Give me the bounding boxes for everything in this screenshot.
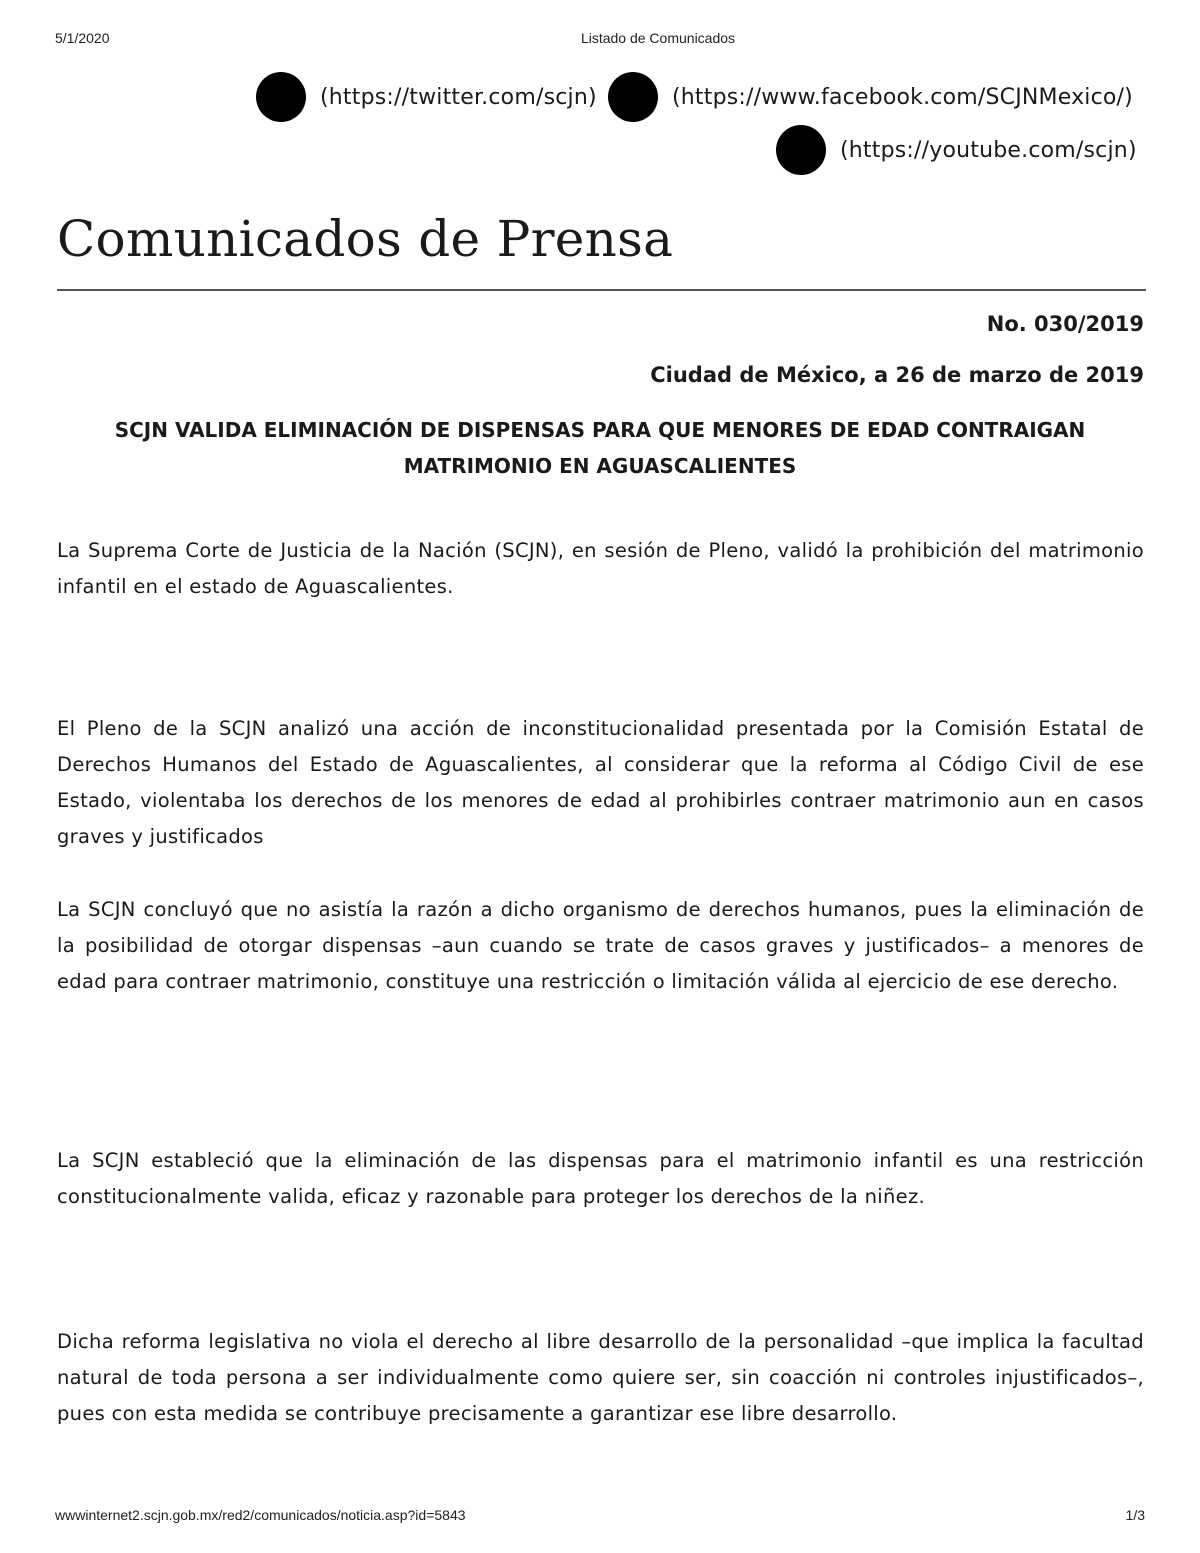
print-url: wwwinternet2.scjn.gob.mx/red2/comunicados/noticia.asp?id=5843: [55, 1507, 466, 1523]
print-date: 5/1/2020: [55, 30, 110, 46]
facebook-link-text[interactable]: (https://www.facebook.com/SCJNMexico/): [672, 84, 1133, 110]
title-divider: [57, 289, 1146, 291]
youtube-link[interactable]: [776, 125, 1137, 175]
print-header: [0, 30, 1200, 50]
release-headline: SCJN VALIDA ELIMINACIÓN DE DISPENSAS PARA QUE MENORES DE EDAD CONTRAIGAN MATRIMONIO EN AGUASCALIENTES: [114, 418, 1086, 478]
body-paragraph-1: La Suprema Corte de Justicia de la Nación (SCJN), en sesión de Pleno, validó la prohibición del matrimonio infantil en el estado de Aguascalientes.: [57, 539, 1144, 598]
body-paragraph-3: La SCJN concluyó que no asistía la razón a dicho organismo de derechos humanos, pues la eliminación de la posibilidad de otorgar dispensas –aun cuando se trate de casos graves y justificados– a menores de edad para contraer matrimonio, constituye una restricción o limitación válida al ejercicio de ese derecho.: [57, 898, 1144, 993]
page-title: Comunicados de Prensa: [57, 210, 674, 268]
body-paragraph-4: La SCJN estableció que la eliminación de las dispensas para el matrimonio infantil es una restricción constitucionalmente valida, eficaz y razonable para proteger los derechos de la niñez.: [57, 1149, 1144, 1208]
twitter-link[interactable]: [256, 72, 597, 122]
release-number: No. 030/2019: [986, 312, 1144, 336]
facebook-link[interactable]: [608, 72, 1133, 122]
print-page-title: Listado de Comunicados: [580, 30, 736, 46]
youtube-icon[interactable]: [776, 125, 826, 175]
twitter-icon[interactable]: [256, 72, 306, 122]
twitter-link-text[interactable]: (https://twitter.com/scjn): [320, 84, 597, 110]
page-counter: 1/3: [1125, 1507, 1145, 1523]
body-paragraph-2: El Pleno de la SCJN analizó una acción de inconstitucionalidad presentada por la Comisión Estatal de Derechos Humanos del Estado de Aguascalientes, al considerar que la reforma al Código Civil de ese Estado, violentaba los derechos de los menores de edad al prohibirles contraer matrimonio aun en casos graves y justificados: [57, 717, 1144, 848]
body-paragraph-5: Dicha reforma legislativa no viola el derecho al libre desarrollo de la personalidad –que implica la facultad natural de toda persona a ser individualmente como quiere ser, sin coacción ni controles injustificados–, pues con esta medida se contribuye precisamente a garantizar ese libre desarrollo.: [57, 1330, 1144, 1425]
youtube-link-text[interactable]: (https://youtube.com/scjn): [840, 137, 1137, 163]
facebook-icon[interactable]: [608, 72, 658, 122]
release-place-date: Ciudad de México, a 26 de marzo de 2019: [650, 363, 1144, 387]
